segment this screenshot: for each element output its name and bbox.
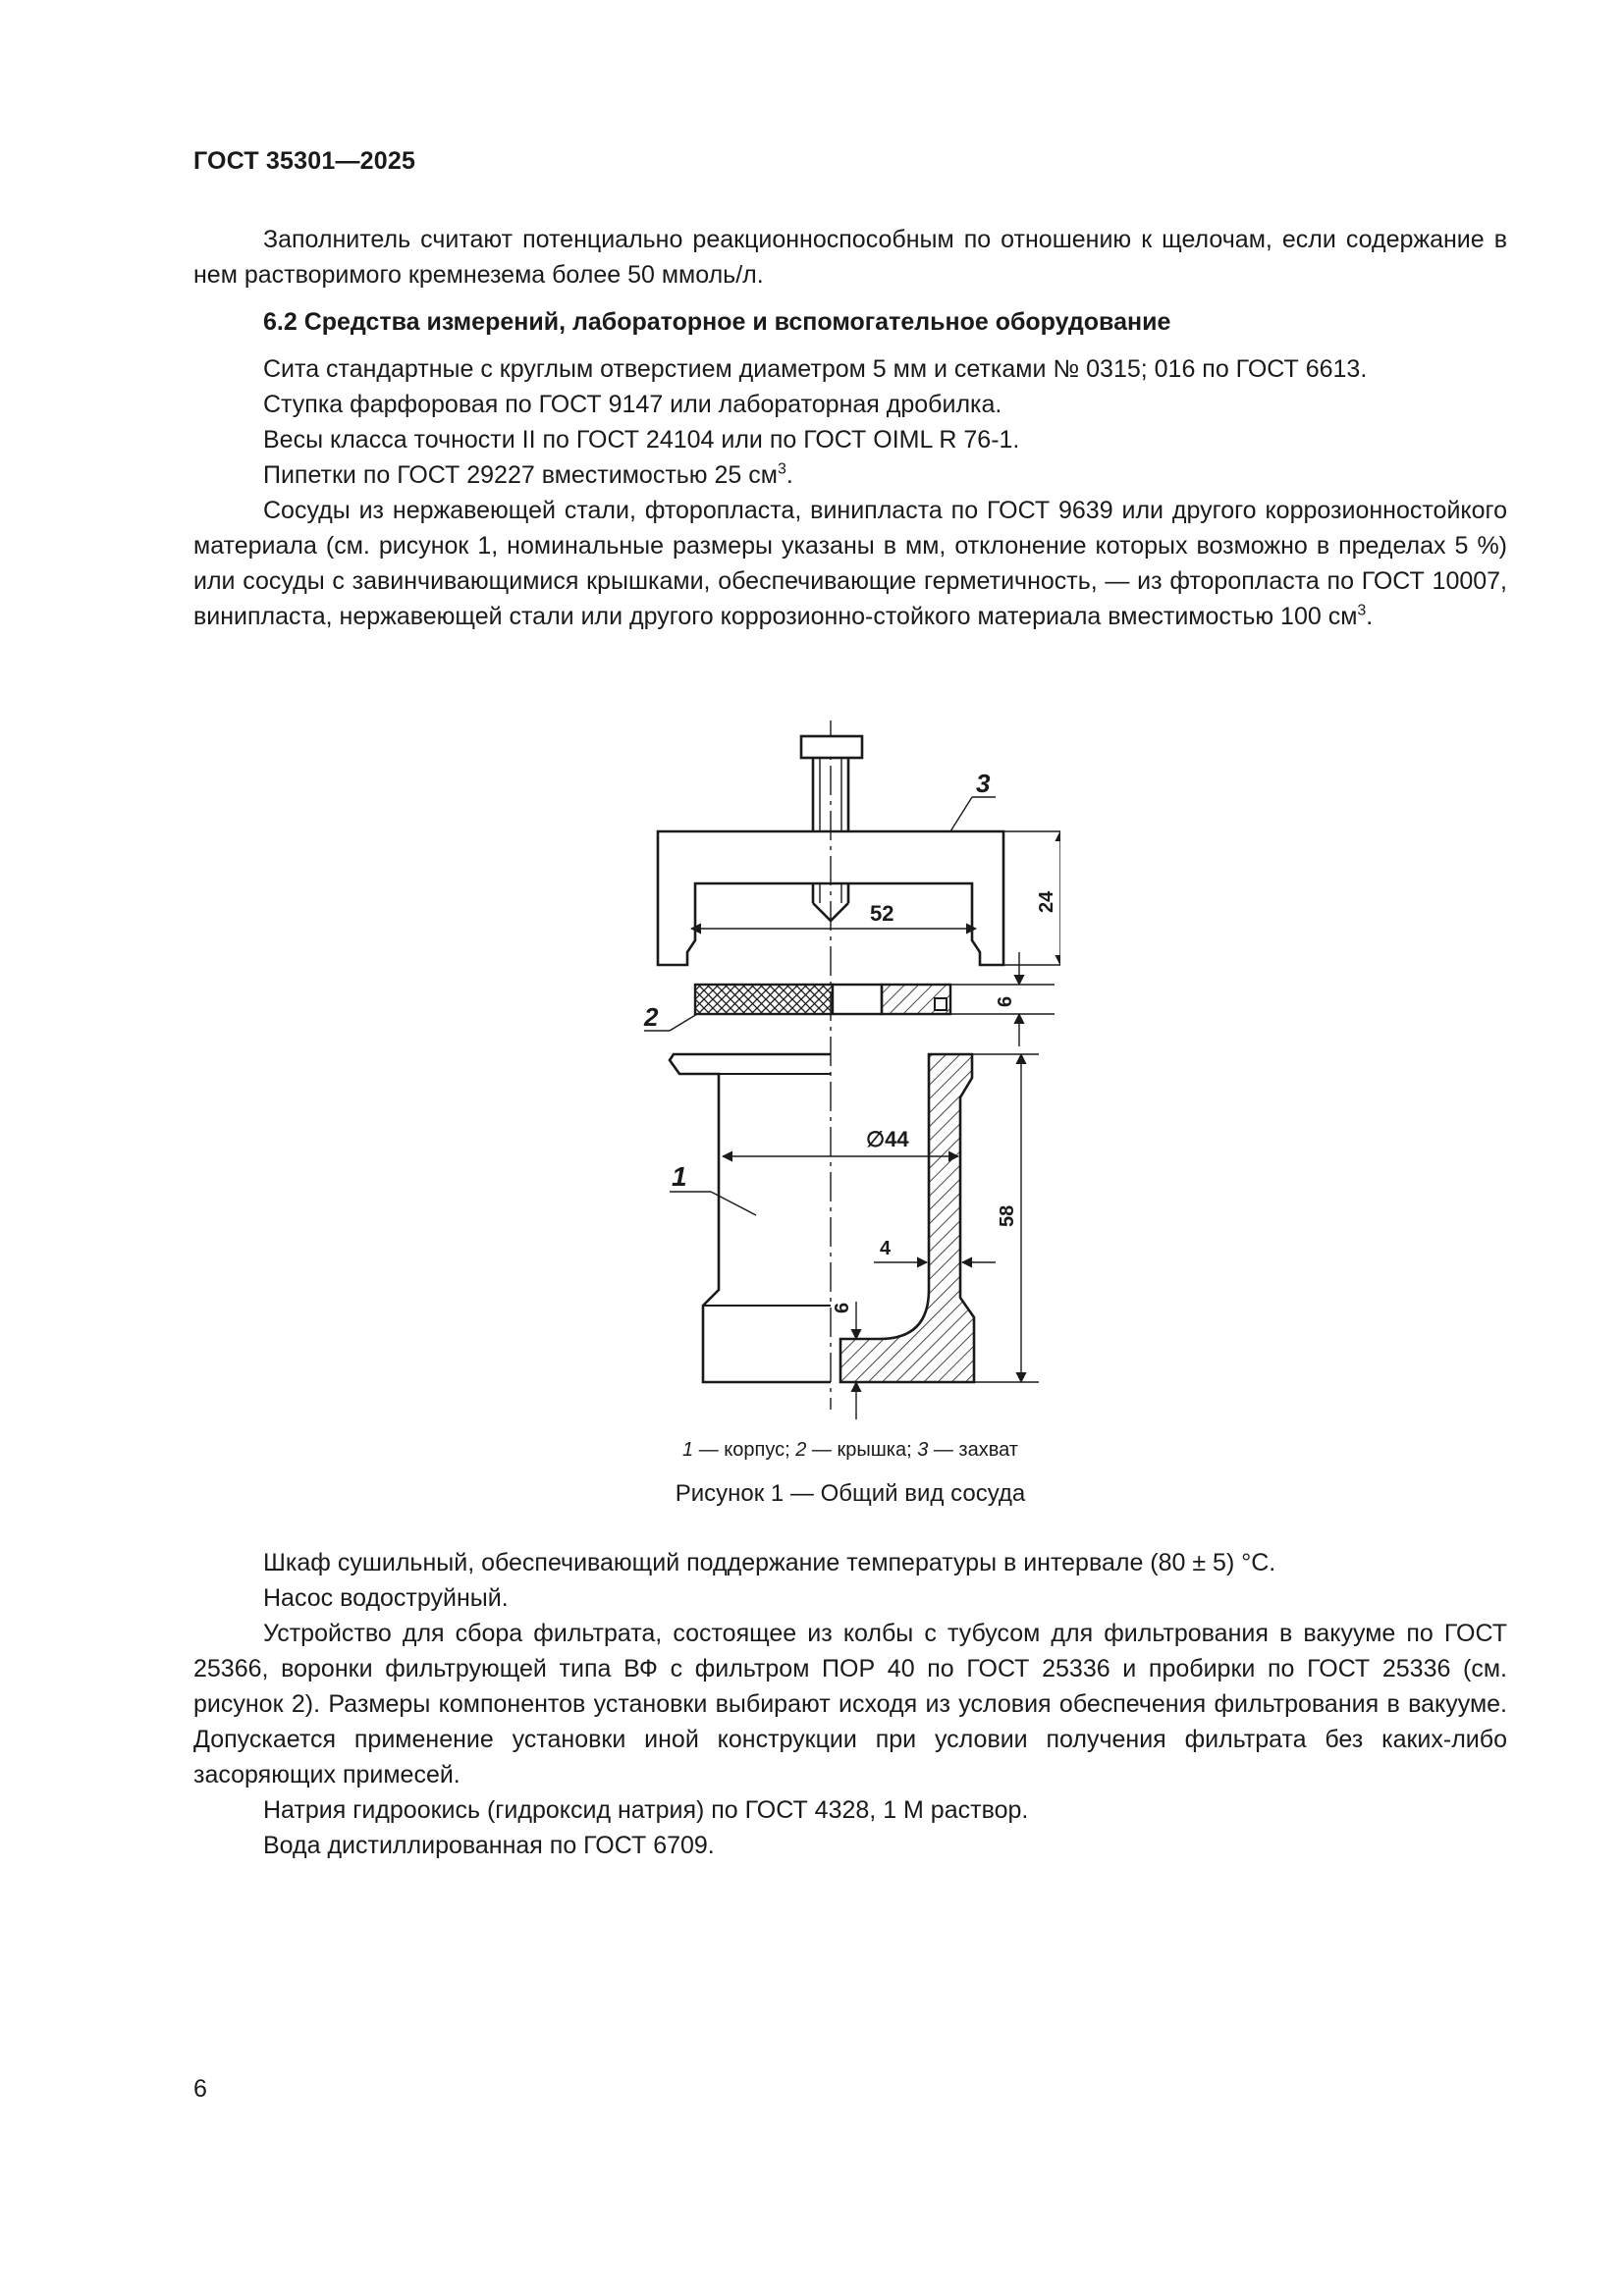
- label-part-1: 1: [672, 1161, 687, 1192]
- legend-text: — захват: [928, 1439, 1018, 1461]
- screw: [801, 736, 862, 921]
- paragraph: Шкаф сушильный, обеспечивающий поддержание температуры в интервале (80 ± 5) °С.: [263, 1549, 1276, 1576]
- paragraph: Весы класса точности II по ГОСТ 24104 или по ГОСТ OIML R 76-1.: [263, 426, 1020, 454]
- paragraph: Заполнитель считают потенциально реакционноспособным по отношению к щелочам, если содержание в нем растворимого кремнезема более 50 ммоль/л.: [193, 226, 1507, 289]
- paragraph: Ступка фарфоровая по ГОСТ 9147 или лабораторная дробилка.: [263, 391, 1002, 418]
- dimension-diameter-44: ∅44: [866, 1127, 909, 1151]
- paragraph: [193, 457, 1507, 493]
- punctuation: .: [1366, 603, 1374, 630]
- superscript: 3: [777, 460, 786, 478]
- paragraph: Устройство для сбора фильтрата, состоящее из колбы с тубусом для фильтрования в вакууме по ГОСТ 25366, воронки фильтрующей типа ВФ с фильтром ПОР 40 по ГОСТ 25336 и пробирки по ГОСТ 25336 (см. рисунок 2). Размеры компонентов установки выбирают исходя из условия обеспечения фильтрования в вакууме. Допускается применение установки иной конструкции при условии получения фильтрата без каких-либо засоряющих примесей.: [193, 1620, 1507, 1789]
- dimension-4: 4: [880, 1238, 892, 1259]
- superscript: 3: [1357, 602, 1367, 619]
- body-text-bottom: [193, 1545, 1507, 1863]
- paragraph: [193, 493, 1507, 634]
- legend-text: — корпус;: [693, 1439, 796, 1461]
- dimension-58: 58: [997, 1204, 1018, 1227]
- figure-vessel-drawing: [589, 717, 1060, 1433]
- body-text-top: [193, 222, 1507, 634]
- vessels-text: Сосуды из нержавеющей стали, фторопласта, винипласта по ГОСТ 9639 или другого коррозионностойкого материала (см. рисунок 1, номинальные размеры указаны в мм, отклонение которых возможно в пределах 5 %) или сосуды с завинчивающимися крышками, обеспечивающие герметичность, — из фторопласта по ГОСТ 10007, винипласта, нержавеющей стали или другого коррозионно-стойкого материала вместимостью 100 см: [193, 497, 1507, 630]
- legend-text: — крышка;: [806, 1439, 918, 1461]
- body-outline: [670, 1054, 831, 1382]
- punctuation: .: [785, 461, 793, 489]
- legend-number: 1: [682, 1439, 694, 1461]
- legend-number: 2: [795, 1439, 807, 1461]
- dimension-6-lid: 6: [995, 995, 1016, 1007]
- legend-number: 3: [917, 1439, 929, 1461]
- dimension-24: 24: [1036, 890, 1057, 913]
- dimension-6-bottom: 6: [832, 1302, 853, 1313]
- pipettes-text: Пипетки по ГОСТ 29227 вместимостью 25 см: [263, 461, 778, 489]
- body-wall: [840, 1054, 974, 1382]
- paragraph: Натрия гидроокись (гидроксид натрия) по ГОСТ 4328, 1 М раствор.: [263, 1796, 1029, 1824]
- document-header: ГОСТ 35301—2025: [193, 147, 416, 175]
- lid-gap: [833, 985, 882, 1014]
- paragraph: Вода дистиллированная по ГОСТ 6709.: [263, 1832, 715, 1859]
- grip-body: [658, 831, 1003, 965]
- lid-crosshatch: [695, 985, 833, 1014]
- page-number: 6: [193, 2075, 207, 2103]
- paragraph: Насос водоструйный.: [263, 1584, 509, 1612]
- figure-legend: [193, 1439, 1507, 1462]
- paragraph: Сита стандартные с круглым отверстием диаметром 5 мм и сетками № 0315; 016 по ГОСТ 6613.: [263, 355, 1368, 383]
- figure-caption: Рисунок 1 — Общий вид сосуда: [675, 1480, 1026, 1507]
- label-part-2: 2: [644, 1002, 659, 1032]
- dimension-52: 52: [870, 901, 894, 926]
- label-part-3: 3: [976, 769, 991, 798]
- grip-leader: [950, 797, 972, 831]
- section-heading: 6.2 Средства измерений, лабораторное и вспомогательное оборудование: [263, 308, 1171, 336]
